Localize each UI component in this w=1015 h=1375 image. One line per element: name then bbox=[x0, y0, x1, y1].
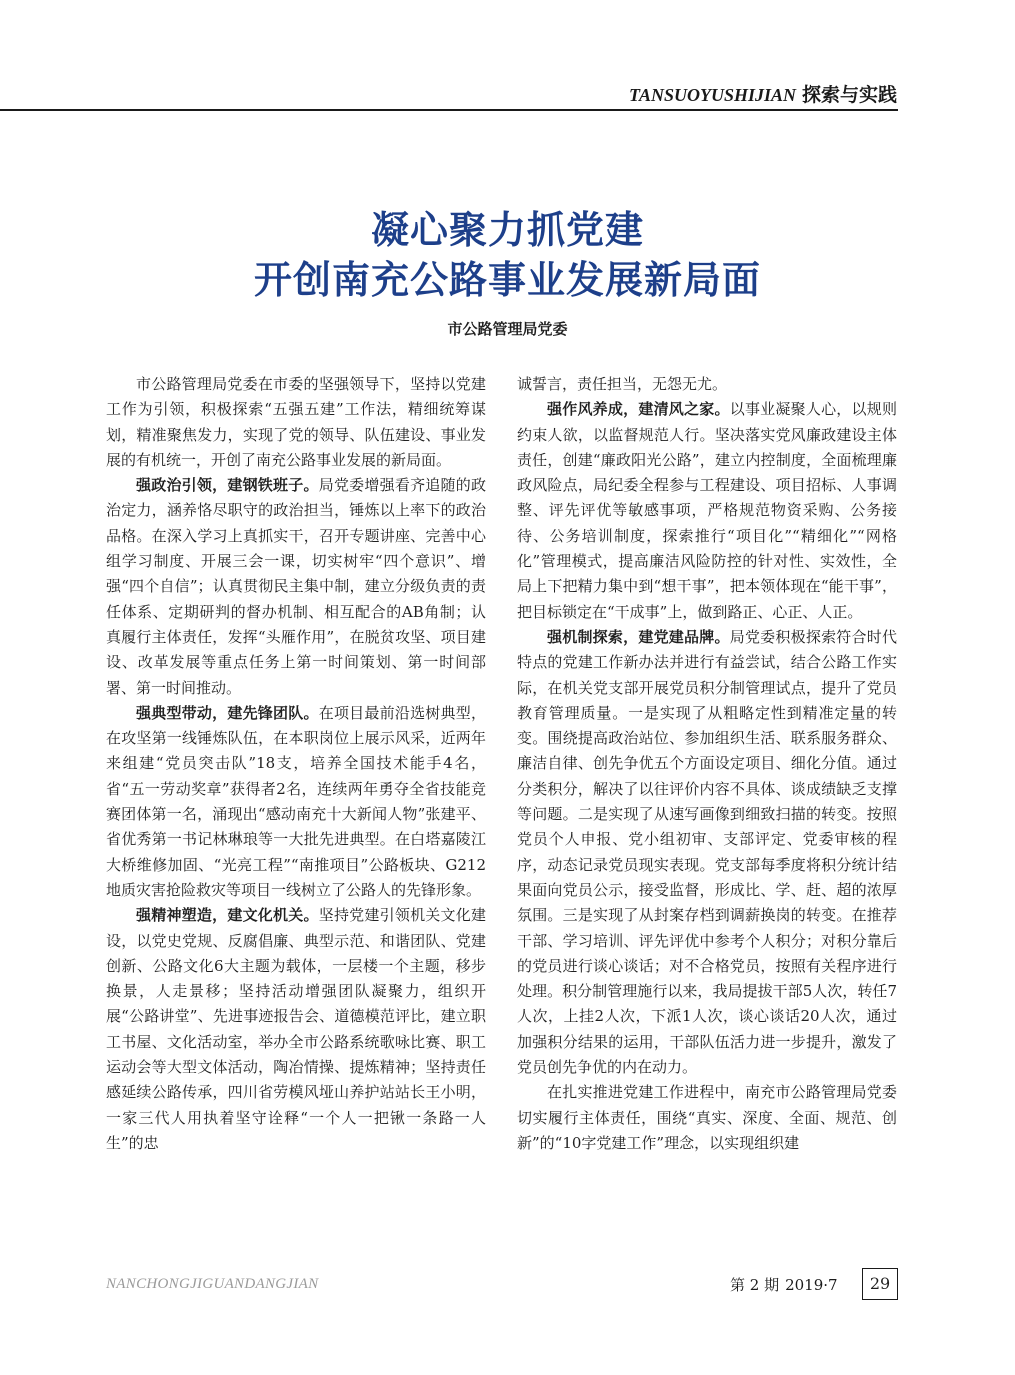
paragraph-text: 以事业凝聚人心，以规则约束人欲，以监督规范人行。坚决落实党风廉政建设主体责任，创建“廉政阳光公路”，建立内控制度，全面梳理廉政风险点，局纪委全程参与工程建设、项目招标、人事调整、评先评优等敏感事项，严格规范物资采购、公务接待、公务培训制度，探索推行“项目化”“精细化”“网格化”管理模式，提高廉洁风险防控的针对性、实效性，全局上下把精力集中到“想干事”，把本领体现在“能干事”，把目标锁定在“干成事”上，做到路正、心正、人正。 bbox=[517, 400, 897, 621]
paragraph-culture bbox=[106, 903, 486, 1156]
paragraph-text: 局党委积极探索符合时代特点的党建工作新办法并进行有益尝试，结合公路工作实际，在机关党支部开展党员积分制管理试点，提升了党员教育管理质量。一是实现了从粗略定性到精准定量的转变。围绕提高政治站位、参加组织生活、联系服务群众、廉洁自律、创先争优五个方面设定项目、细化分值。通过分类积分，解决了以往评价内容不具体、谈成绩缺乏支撑等问题。二是实现了从速写画像到细致扫描的转变。按照党员个人申报、党小组初审、支部评定、党委审核的程序，动态记录党员现实表现。党支部每季度将积分统计结果面向党员公示，接受监督，形成比、学、赶、超的浓厚氛围。三是实现了从封案存档到调薪换岗的转变。在推荐干部、学习培训、评先评优中参考个人积分；对积分靠后的党员进行谈心谈话；对不合格党员，按照有关程序进行处理。积分制管理施行以来，我局提拔干部5人次，转任7人次，上挂2人次，下派1人次，谈心谈话20人次，通过加强积分结果的运用，干部队伍活力进一步提升，激发了党员创先争优的内在动力。 bbox=[517, 627, 897, 1077]
intro-paragraph: 市公路管理局党委在市委的坚强领导下，坚持以党建工作为引领，积极探索“五强五建”工作法，精细统筹谋划，精准聚焦发力，实现了党的领导、队伍建设、事业发展的有机统一，开创了南充公路事业发展的新局面。 bbox=[106, 375, 486, 469]
page-number: 29 bbox=[862, 1268, 898, 1300]
issue-info bbox=[730, 1274, 844, 1295]
paragraph-political-leadership bbox=[106, 473, 486, 701]
article-title-line1: 凝心聚力抓党建 bbox=[370, 207, 644, 252]
header-divider bbox=[0, 109, 898, 111]
journal-name: NANCHONGJIGUANDANGJIAN bbox=[106, 1276, 319, 1292]
paragraph-lead: 强机制探索，建党建品牌。 bbox=[547, 627, 730, 646]
section-header bbox=[629, 80, 897, 107]
paragraph-text: 坚持党建引领机关文化建设，以党史党规、反腐倡廉、典型示范、和谐团队、党建创新、公路文化6大主题为载体，一层楼一个主题，移步换景，人走景移；坚持活动增强团队凝聚力，组织开展“公路讲堂”、先进事迹报告会、道德模范评比，建立职工书屋、文化活动室，举办全市公路系统歌咏比赛、职工运动会等大型文体活动，陶冶情操、提炼精神；坚持责任感延续公路传承，四川省劳模风垭山养护站站长王小明，一家三代人用执着坚守诠释“一个人一把锹一条路一人生”的忠 bbox=[106, 906, 486, 1152]
section-header-title: 探索与实践 bbox=[801, 84, 897, 106]
paragraph-lead: 强典型带动，建先锋团队。 bbox=[136, 703, 319, 722]
paragraph-lead: 强政治引领，建钢铁班子。 bbox=[136, 476, 319, 495]
article-title bbox=[0, 205, 1015, 305]
paragraph-text: 在项目最前沿选树典型，在攻坚第一线锤炼队伍，在本职岗位上展示风采，近两年来组建“党员突击队”18支，培养全国技术能手4名，省“五一劳动奖章”获得者2名，连续两年勇夺全省技能竞赛团体第一名，涌现出“感动南充十大新闻人物”张建平、省优秀第一书记林琳琅等一大批先进典型。在白塔嘉陵江大桥维修加固、“光亮工程”“南推项目”公路板块、G212地质灾害抢险救灾等项目一线树立了公路人的先锋形象。 bbox=[106, 703, 486, 899]
paragraph-integrity bbox=[517, 397, 897, 625]
right-column bbox=[517, 372, 897, 1156]
paragraph-text: 局党委增强看齐追随的政治定力，涵养恪尽职守的政治担当，锤炼以上率下的政治品格。在深入学习上真抓实干，召开专题讲座、完善中心组学习制度、开展三会一课，切实树牢“四个意识”、增强“四个自信”；认真贯彻民主集中制，建立分级负责的责任体系、定期研判的督办机制、相互配合的AB角制；认真履行主体责任，发挥“头雁作用”，在脱贫攻坚、项目建设、改革发展等重点任务上第一时间策划、第一时间部署、第一时间推动。 bbox=[106, 476, 486, 697]
section-header-latin: TANSUOYUSHIJIAN bbox=[628, 85, 796, 105]
issue-date: 2019·7 bbox=[785, 1276, 838, 1294]
paragraph-conclusion: 在扎实推进党建工作进程中，南充市公路管理局党委切实履行主体责任，围绕“真实、深度、全面、规范、创新”的“10字党建工作”理念，以实现组织建 bbox=[517, 1083, 897, 1152]
paragraph-mechanism bbox=[517, 625, 897, 1080]
paragraph-role-models bbox=[106, 701, 486, 903]
left-column bbox=[106, 372, 486, 1156]
paragraph-lead: 强作风养成，建清风之家。 bbox=[547, 400, 730, 419]
paragraph-lead: 强精神塑造，建文化机关。 bbox=[136, 906, 319, 925]
article-author: 市公路管理局党委 bbox=[447, 320, 568, 338]
article-title-line2: 开创南充公路事业发展新局面 bbox=[253, 257, 761, 302]
issue-number: 第 2 期 bbox=[730, 1276, 780, 1294]
paragraph-continuation: 诚誓言，责任担当，无怨无尤。 bbox=[517, 375, 728, 393]
